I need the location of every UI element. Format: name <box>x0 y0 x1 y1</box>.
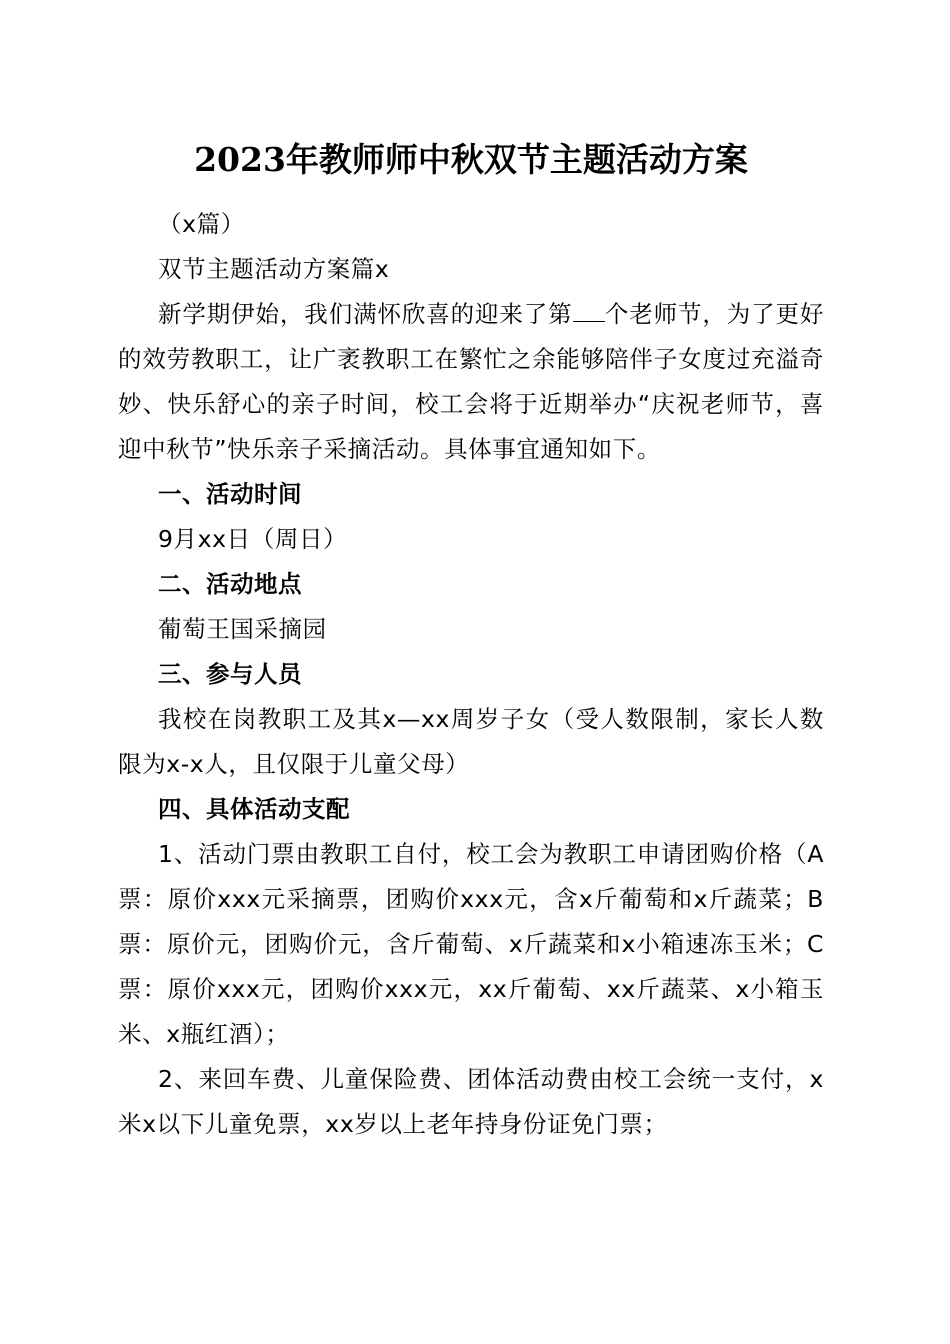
participants-content: 我校在岗教职工及其x—xx周岁子女（受人数限制，家长人数限为x-x人，且仅限于儿童父母） <box>118 705 824 778</box>
intro-paragraph <box>118 292 824 472</box>
heading-activity-time: 一、活动时间 <box>158 480 302 508</box>
subtitle: （x篇） <box>158 210 245 238</box>
heading-activity-location: 二、活动地点 <box>158 570 302 598</box>
intro-text-before: 新学期伊始，我们满怀欣喜的迎来了第 <box>158 300 573 328</box>
section-heading: 双节主题活动方案篇x <box>158 255 390 283</box>
arrangement-item-1: 1、活动门票由教职工自付，校工会为教职工申请团购价格（A票：原价xxx元采摘票，团购价xxx元，含x斤葡萄和x斤蔬菜；B票：原价元，团购价元，含斤葡萄、x斤蔬菜和x小箱速冻玉米；C票：原价xxx元，团购价xxx元，xx斤葡萄、xx斤蔬菜、x小箱玉米、x瓶红酒）； <box>118 840 824 1048</box>
arrangement-item-2: 2、来回车费、儿童保险费、团体活动费由校工会统一支付，x米x以下儿童免票，xx岁以上老年持身份证免门票； <box>118 1065 824 1138</box>
heading-participants: 三、参与人员 <box>158 660 302 688</box>
activity-location-content: 葡萄王国采摘园 <box>158 615 327 643</box>
intro-text-after: 个老师节，为了更好的效劳教职工，让广袤教职工在繁忙之余能够陪伴子女度过充溢奇妙、快乐舒心的亲子时间，校工会将于近期举办“庆祝老师节，喜迎中秋节”快乐亲子采摘活动。具体事宜通知如下。 <box>118 300 825 463</box>
activity-time-content: 9月xx日（周日） <box>158 525 348 553</box>
fill-blank <box>573 301 605 322</box>
document-body <box>118 202 824 1147</box>
document-title: 2023年教师师中秋双节主题活动方案 <box>194 140 748 179</box>
heading-arrangements: 四、具体活动支配 <box>158 795 350 823</box>
